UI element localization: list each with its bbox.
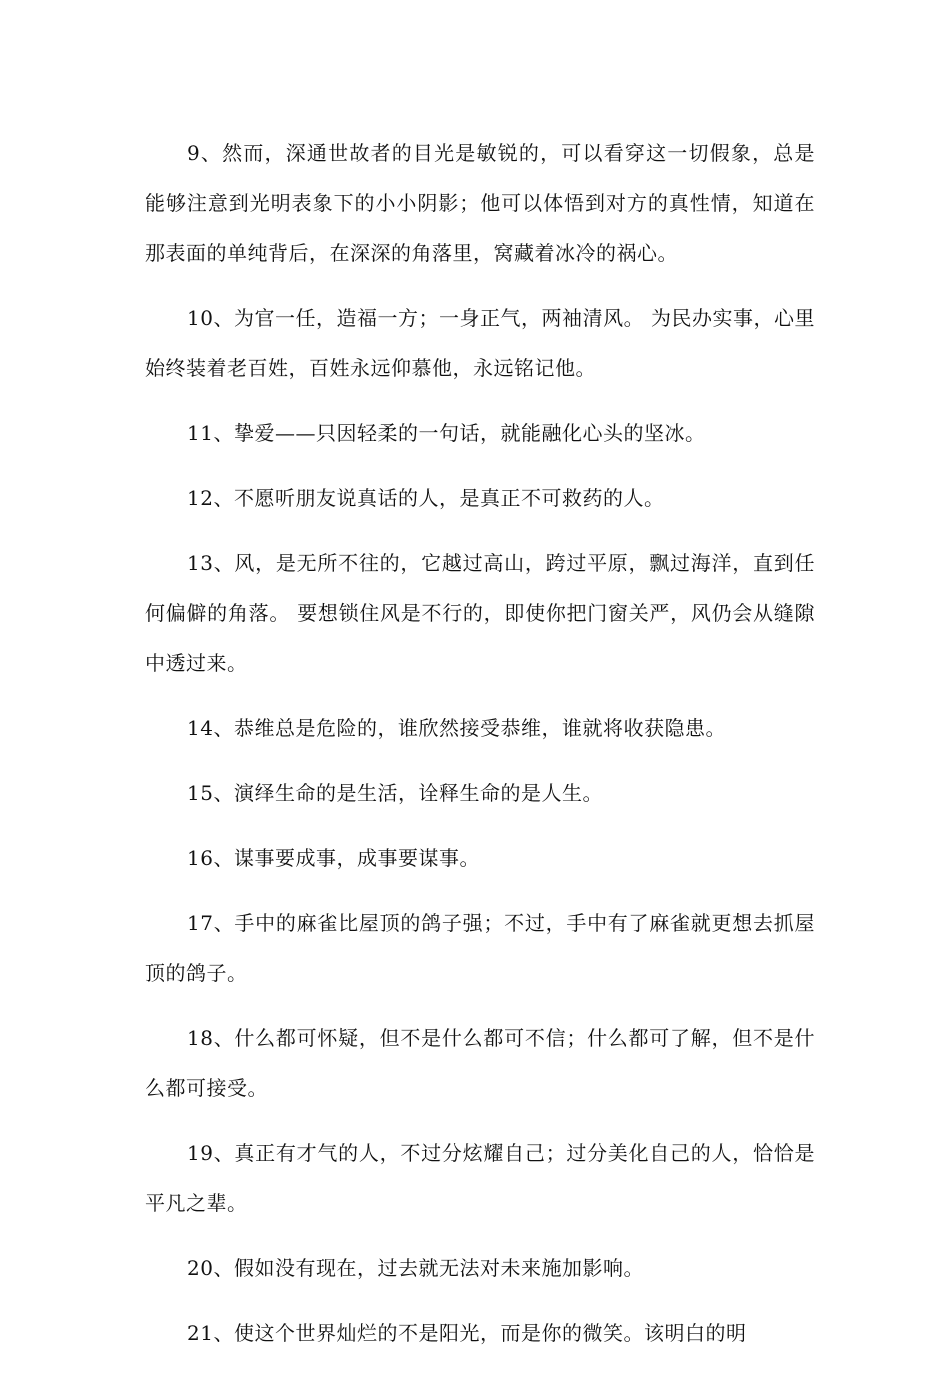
paragraph-17: 17、手中的麻雀比屋顶的鸽子强；不过，手中有了麻雀就更想去抓屋顶的鸽子。 (145, 911, 815, 985)
paragraph-14: 14、恭维总是危险的，谁欣然接受恭维，谁就将收获隐患。 (187, 716, 726, 740)
paragraph-9: 9、然而，深通世故者的目光是敏锐的，可以看穿这一切假象，总是能够注意到光明表象下的小小阴影；他可以体悟到对方的真性情，知道在那表面的单纯背后，在深深的角落里，窝藏着冰冷的祸心。 (145, 141, 815, 265)
paragraph-13: 13、风，是无所不往的，它越过高山，跨过平原，飘过海洋，直到任何偏僻的角落。 要想锁住风是不行的，即使你把门窗关严，风仍会从缝隙中透过来。 (145, 551, 815, 675)
paragraph-10: 10、为官一任，造福一方；一身正气，两袖清风。 为民办实事，心里始终装着老百姓，百姓永远仰慕他，永远铭记他。 (145, 306, 815, 380)
document-body (145, 128, 815, 1373)
paragraph-12: 12、不愿听朋友说真话的人，是真正不可救药的人。 (187, 486, 665, 510)
paragraph-18: 18、什么都可怀疑，但不是什么都可不信；什么都可了解，但不是什么都可接受。 (145, 1026, 815, 1100)
paragraph-11: 11、挚爱——只因轻柔的一句话，就能融化心头的坚冰。 (187, 421, 706, 445)
paragraph-19: 19、真正有才气的人，不过分炫耀自己；过分美化自己的人，恰恰是平凡之辈。 (145, 1141, 815, 1215)
paragraph-16: 16、谋事要成事，成事要谋事。 (187, 846, 480, 870)
paragraph-20: 20、假如没有现在，过去就无法对未来施加影响。 (187, 1256, 644, 1280)
paragraph-21: 21、使这个世界灿烂的不是阳光，而是你的微笑。该明白的明 (187, 1321, 747, 1345)
paragraph-15: 15、演绎生命的是生活，诠释生命的是人生。 (187, 781, 603, 805)
